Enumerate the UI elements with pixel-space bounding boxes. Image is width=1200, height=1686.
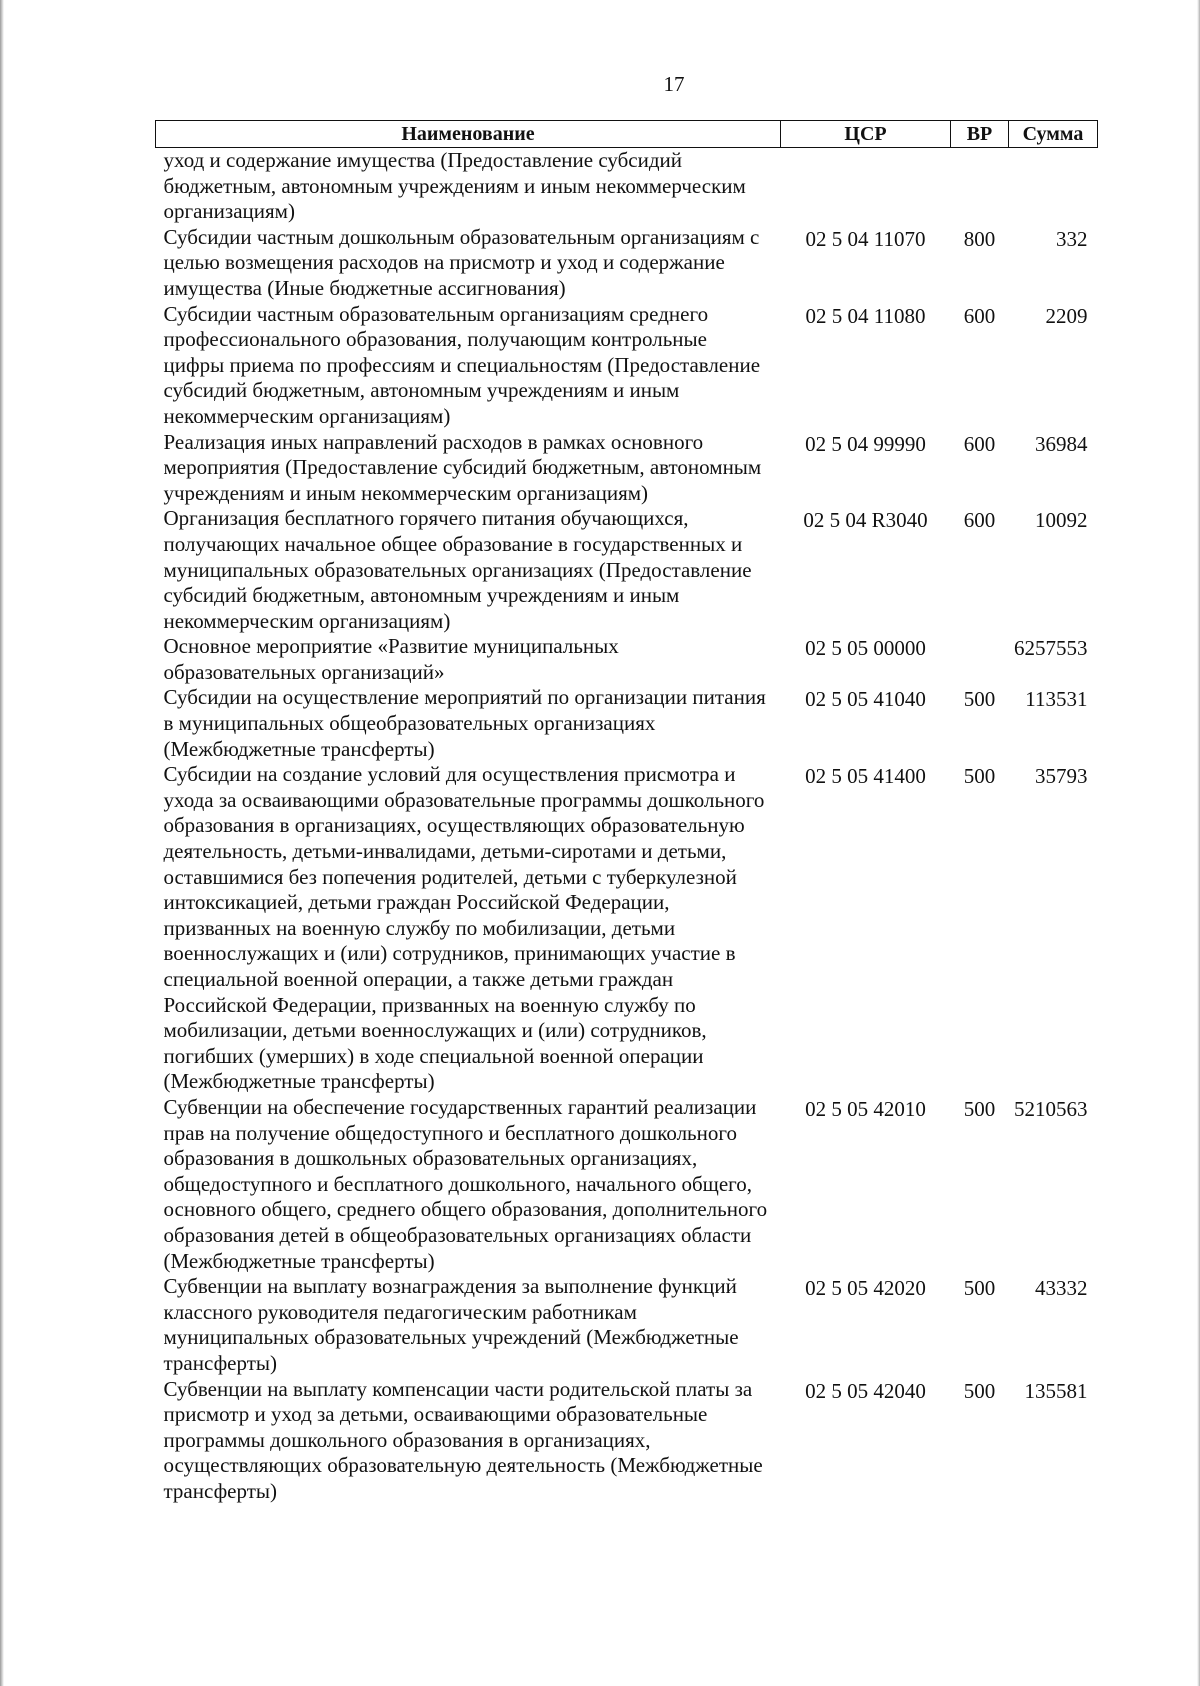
- row-csr: 02 5 05 41040: [805, 687, 926, 712]
- row-vr: 500: [963, 764, 996, 789]
- row-sum: 43332: [1035, 1276, 1088, 1301]
- row-vr: 600: [963, 303, 996, 328]
- row-vr: 800: [963, 226, 996, 251]
- row-name: Реализация иных направлений расходов в рамках основного мероприятия (Предоставление субсидий бюджетным, автономным учреждениям и иным некоммерческим организациям): [163, 429, 762, 505]
- row-name: Субсидии частным дошкольным образовательным организациям с целью возмещения расходов на присмотр и уход и содержание имущества (Иные бюджетные ассигнования): [163, 224, 760, 300]
- row-sum: 36984: [1035, 431, 1088, 456]
- row-name: Субвенции на выплату вознаграждения за выполнение функций классного руководителя педагогическим работникам муниципальных образовательных учреждений (Межбюджетные трансферты): [163, 1274, 739, 1375]
- table-row: [156, 1274, 1098, 1376]
- row-sum: 6257553: [1014, 636, 1088, 661]
- row-csr: [781, 148, 951, 225]
- table-row: [156, 225, 1098, 302]
- row-sum: 135581: [1024, 1378, 1088, 1403]
- table-row: [156, 685, 1098, 762]
- row-vr: 600: [963, 431, 996, 456]
- table-row: [156, 762, 1098, 1095]
- header-name: Наименование: [156, 121, 781, 148]
- row-sum: 35793: [1035, 764, 1088, 789]
- scan-edge-left: [0, 0, 4, 1686]
- row-vr: 500: [963, 687, 996, 712]
- row-vr: 500: [963, 1276, 996, 1301]
- header-csr: ЦСР: [781, 121, 951, 148]
- row-sum: [1009, 148, 1098, 225]
- row-name: Субсидии частным образовательным организациям среднего профессионального образования, получающим контрольные цифры приема по профессиям и специальностям (Предоставление субсидий бюджетным, автономным учреждениям и иным некоммерческим организациям): [163, 301, 761, 428]
- header-vr: ВР: [951, 121, 1009, 148]
- row-sum: 332: [1056, 226, 1088, 251]
- row-sum: 113531: [1025, 687, 1088, 712]
- table-row: [156, 506, 1098, 634]
- row-sum: 2209: [1045, 303, 1088, 328]
- row-sum: 5210563: [1014, 1096, 1088, 1121]
- row-csr: 02 5 05 42010: [805, 1096, 926, 1121]
- table-row: [156, 430, 1098, 507]
- budget-table: [155, 120, 1098, 1504]
- row-csr: 02 5 05 00000: [805, 636, 926, 661]
- row-csr: 02 5 05 42020: [805, 1276, 926, 1301]
- row-name: Организация бесплатного горячего питания обучающихся, получающих начальное общее образование в государственных и муниципальных образовательных организациях (Предоставление субсидий бюджетным, автономным учреждениям и иным некоммерческим организациям): [163, 506, 752, 633]
- header-row: [156, 121, 1098, 148]
- table-row: [156, 1377, 1098, 1505]
- row-csr: 02 5 04 11080: [805, 303, 926, 328]
- row-name: Субсидии на осуществление мероприятий по организации питания в муниципальных общеобразовательных организациях (Межбюджетные трансферты): [163, 685, 766, 761]
- row-csr: 02 5 05 41400: [805, 764, 926, 789]
- page-number: 17: [663, 72, 685, 96]
- row-vr: 500: [963, 1378, 996, 1403]
- row-name: Субвенции на выплату компенсации части родительской платы за присмотр и уход за детьми, осваивающими образовательные программы дошкольного образования в организациях, осуществляющих образовательную деятельность (Межбюджетные трансферты): [163, 1376, 763, 1503]
- table-row: [156, 148, 1098, 225]
- row-name: Субвенции на обеспечение государственных гарантий реализации прав на получение общедоступного и бесплатного дошкольного образования в дошкольных образовательных организациях, общедоступного и бесплатного дошкольного, начального общего, основного общего, среднего общего образования, дополнительного образования детей в общеобразовательных организациях области (Межбюджетные трансферты): [163, 1094, 768, 1273]
- table-row: [156, 1095, 1098, 1274]
- row-name: Субсидии на создание условий для осуществления присмотра и ухода за осваивающими образовательные программы дошкольного образования в организациях, осуществляющих образовательную деятельность, детьми-инвалидами, детьми-сиротами и детьми, оставшимися без попечения родителей, детьми с туберкулезной интоксикацией, детьми граждан Российской Федерации, призванных на военную службу по мобилизации, детьми военнослужащих и (или) сотрудников, принимающих участие в специальной военной операции, а также детьми граждан Российской Федерации, призванных на военную службу по мобилизации, детьми военнослужащих и (или) сотрудников, погибших (умерших) в ходе специальной военной операции (Межбюджетные трансферты): [163, 762, 765, 1094]
- row-csr: 02 5 04 99990: [805, 431, 926, 456]
- row-vr: [951, 634, 1009, 685]
- row-vr: 600: [963, 508, 996, 533]
- row-csr: 02 5 05 42040: [805, 1378, 926, 1403]
- header-sum: Сумма: [1009, 121, 1098, 148]
- table-header: [156, 121, 1098, 148]
- row-name: Основное мероприятие «Развитие муниципальных образовательных организаций»: [163, 634, 619, 684]
- row-vr: [951, 148, 1009, 225]
- row-name: уход и содержание имущества (Предоставление субсидий бюджетным, автономным учреждениям и иным некоммерческим организациям): [163, 148, 746, 224]
- row-vr: 500: [963, 1096, 996, 1121]
- table-body: [156, 148, 1098, 1505]
- row-sum: 10092: [1035, 508, 1088, 533]
- table-row: [156, 302, 1098, 430]
- row-csr: 02 5 04 R3040: [803, 508, 928, 533]
- table-row: [156, 634, 1098, 685]
- row-csr: 02 5 04 11070: [805, 226, 926, 251]
